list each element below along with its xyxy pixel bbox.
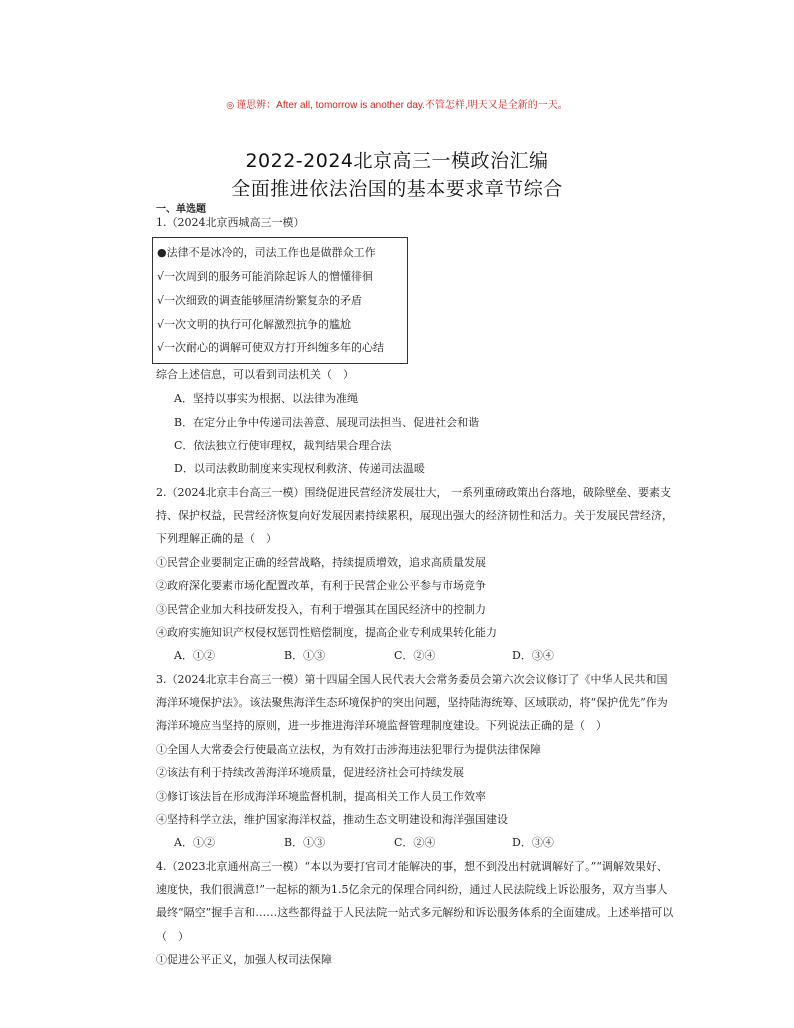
q2-option-c: C．②④ [394,649,436,662]
q4-item: ①促进公平正义，加强人权司法保障 [156,953,332,966]
q3-option-a: A．①② [174,836,215,849]
q2-item: ①民营企业要制定正确的经营战略，持续提质增效，追求高质量发展 [156,556,486,569]
q1-option-a: A．坚持以事实为根据、以法律为准绳 [174,392,358,405]
q3-option-d: D．③④ [512,836,554,849]
q2-option-b: B．①③ [284,649,326,662]
motto-text: 谨思辨：After all, tomorrow is another day.不管怎样,明天又是全新的一天。 [236,100,568,111]
q2-line: 下列理解正确的是（ ） [156,532,277,545]
q1-head: 1.（2024北京西城高三一模） [156,216,305,229]
q4-line: 最终“隔空”握手言和……这些都得益于人民法院一站式多元解纷和诉讼服务体系的全面建成。上述举措可以 [156,906,674,919]
q1-box-line: √一次周到的服务可能消除起诉人的憎懂徘徊 [157,270,374,283]
q3-option-b: B．①③ [284,836,326,849]
q3-item: ③修订该法旨在形成海洋环境监督机制，提高相关工作人员工作效率 [156,790,486,803]
page-title-line1: 2022-2024北京高三一模政治汇编 [245,150,549,172]
q1-box-line: √一次细致的调查能够厘清纷繁复杂的矛盾 [157,294,363,307]
q1-option-d: D．以司法救助制度来实现权利救济、传递司法温暖 [174,462,425,475]
motto-banner [0,96,794,111]
q2-option-d: D．③④ [512,649,554,662]
circle-mark-icon: ◎ [226,100,235,110]
q1-box-line: √一次文明的执行可化解激烈抗争的尴尬 [157,318,352,331]
q4-line: （ ） [156,930,189,943]
q1-box-line: √一次耐心的调解可使双方打开纠缠多年的心结 [157,341,385,354]
q3-line: 3.（2024北京丰台高三一模）第十四届全国人民代表大会常务委员会第六次会议修订了《中华人民共和国 [156,673,668,686]
section-heading: 一、单选题 [156,204,206,215]
q1-stem: 综合上述信息，可以看到司法机关（ ） [156,368,354,381]
q2-line: 持、保护权益，民营经济恢复向好发展因素持续累积，展现出强大的经济韧性和活力。关于发展民营经济， [156,509,673,522]
q2-item: ②政府深化要素市场化配置改革，有利于民营企业公平参与市场竞争 [156,579,486,592]
q2-option-a: A．①② [174,649,215,662]
q4-line: 速度快，我们很满意!”一起标的额为1.5亿余元的保理合同纠纷，通过人民法院线上诉讼服务，双方当事人 [156,883,668,896]
q2-item: ③民营企业加大科技研发投入，有利于增强其在国民经济中的控制力 [156,603,486,616]
q1-option-b: B．在定分止争中传递司法善意、展现司法担当、促进社会和谐 [174,416,480,429]
q4-line: 4.（2023北京通州高三一模）“本以为要打官司才能解决的事，想不到没出村就调解好了。”“调解效果好、 [156,860,668,873]
page-title-line2: 全面推进依法治国的基本要求章节综合 [231,178,563,200]
q1-option-c: C．依法独立行使审理权，裁判结果合理合法 [174,439,392,452]
q3-item: ①全国人大常委会行使最高立法权，为有效打击涉海违法犯罪行为提供法律保障 [156,743,541,756]
q3-option-c: C．②④ [394,836,436,849]
q1-quote-box [152,237,408,364]
q1-box-line: ●法律不是冰冷的，司法工作也是做群众工作 [157,246,376,259]
q2-item: ④政府实施知识产权侵权惩罚性赔偿制度，提高企业专利成果转化能力 [156,626,497,639]
q3-line: 海洋环境应当坚持的原则，进一步推进海洋环境监督管理制度建设。下列说法正确的是（ ） [156,719,607,732]
q3-item: ②该法有利于持续改善海洋环境质量，促进经济社会可持续发展 [156,766,464,779]
q2-line: 2.（2024北京丰台高三一模）围绕促进民营经济发展壮大， 一系列重磅政策出台落地，破除壁垒、要素支 [156,486,671,499]
q3-line: 海洋环境保护法》。该法聚焦海洋生态环境保护的突出问题，坚持陆海统筹、区域联动，将“保护优先”作为 [156,696,668,709]
q3-item: ④坚持科学立法，维护国家海洋权益，推动生态文明建设和海洋强国建设 [156,813,508,826]
